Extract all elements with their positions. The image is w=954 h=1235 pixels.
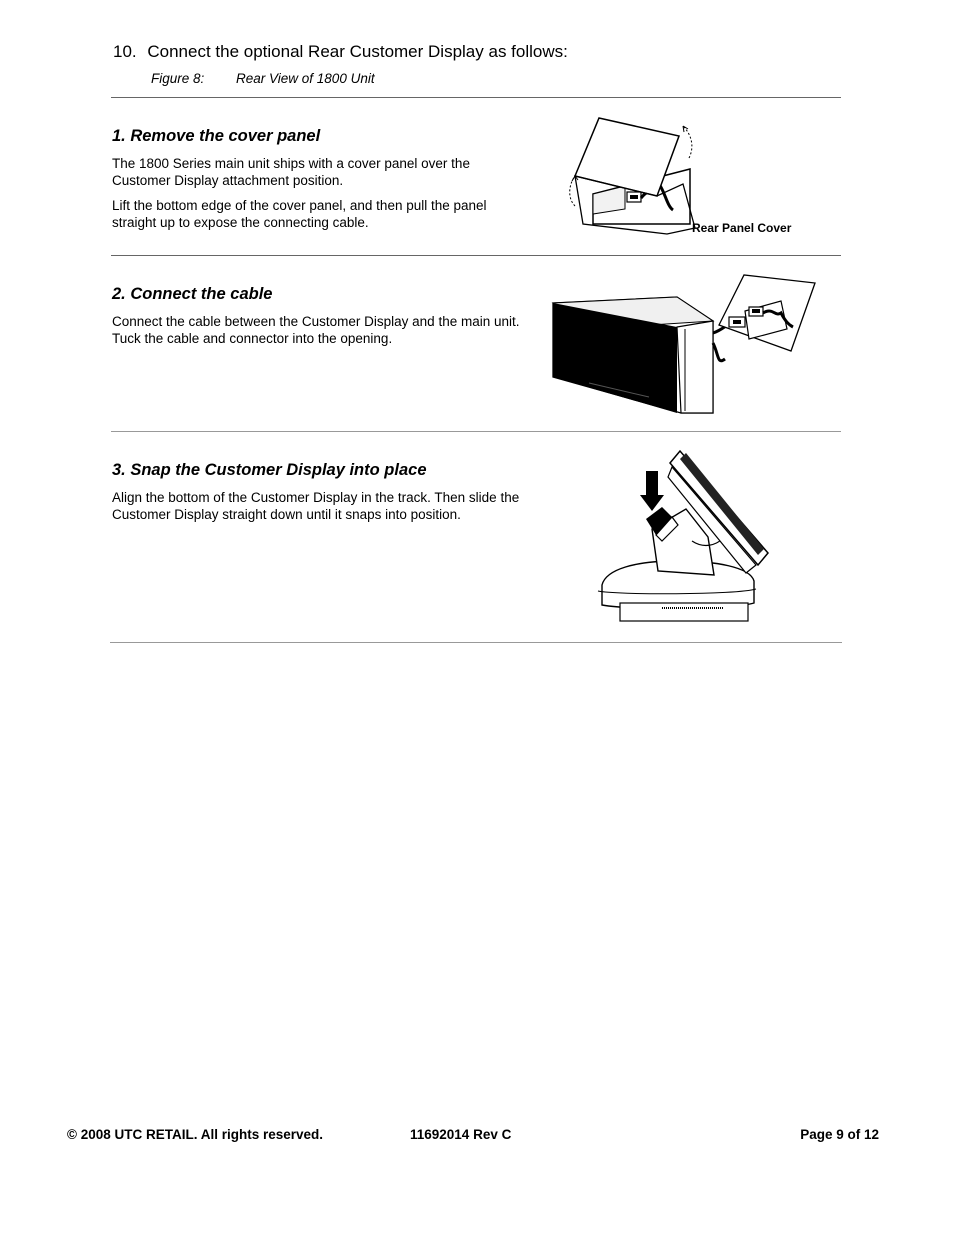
section-1-heading: 1. Remove the cover panel bbox=[112, 127, 321, 145]
image-caption: Rear Panel Cover bbox=[692, 221, 792, 235]
section-1-paragraph-1: The 1800 Series main unit ships with a cover panel over the Customer Display attachment position. bbox=[112, 156, 470, 188]
divider bbox=[110, 642, 842, 643]
snap-display-illustration bbox=[596, 449, 770, 625]
figure-title: Rear View of 1800 Unit bbox=[236, 71, 375, 86]
divider bbox=[111, 431, 841, 432]
footer-page-number: Page 9 of 12 bbox=[800, 1127, 879, 1142]
footer-copyright: © 2008 UTC RETAIL. All rights reserved. bbox=[67, 1127, 324, 1142]
section-2-heading: 2. Connect the cable bbox=[112, 285, 273, 303]
connect-cable-illustration bbox=[549, 273, 817, 415]
section-3-paragraph-1: Align the bottom of the Customer Display in the track. Then slide the Customer Display straight down until it snaps into position. bbox=[112, 490, 520, 522]
footer-doc-id: 11692014 Rev C bbox=[410, 1127, 512, 1142]
step-instruction bbox=[113, 42, 568, 62]
section-3-heading: 3. Snap the Customer Display into place bbox=[112, 461, 427, 479]
section-1-paragraph-2: Lift the bottom edge of the cover panel, and then pull the panel straight up to expose the connecting cable. bbox=[112, 198, 487, 230]
figure-label: Figure 8: bbox=[151, 71, 205, 86]
rear-panel-cover-illustration bbox=[565, 114, 700, 236]
divider bbox=[111, 97, 841, 98]
step-number: 10. bbox=[113, 42, 137, 61]
divider bbox=[111, 255, 841, 256]
section-2-paragraph-1: Connect the cable between the Customer Display and the main unit. Tuck the cable and connector into the opening. bbox=[112, 314, 520, 346]
step-text: Connect the optional Rear Customer Display as follows: bbox=[147, 42, 568, 61]
